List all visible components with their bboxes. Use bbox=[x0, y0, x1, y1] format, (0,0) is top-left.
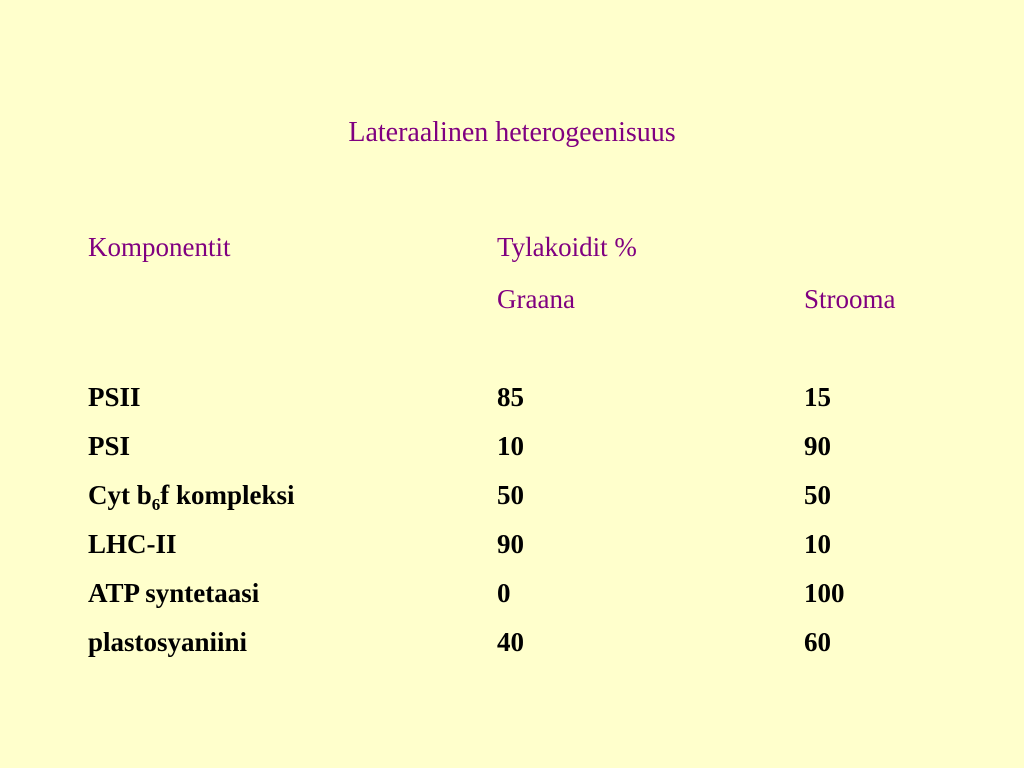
header-components: Komponentit bbox=[88, 232, 231, 262]
row-atp-name: ATP syntetaasi bbox=[88, 578, 260, 608]
row-psii-stroma: 15 bbox=[804, 382, 831, 412]
header-stroma: Strooma bbox=[804, 284, 896, 314]
row-cytb6f-grana: 50 bbox=[497, 480, 524, 510]
row-cytb6f-name-suffix: f kompleksi bbox=[160, 480, 295, 510]
row-psi-name: PSI bbox=[88, 431, 131, 461]
row-plastocyanin-stroma: 60 bbox=[804, 627, 831, 657]
row-atp-stroma: 100 bbox=[804, 578, 845, 608]
row-atp-grana: 0 bbox=[497, 578, 511, 608]
row-lhcii-name: LHC-II bbox=[88, 529, 177, 559]
row-plastocyanin-grana: 40 bbox=[497, 627, 524, 657]
row-cytb6f-stroma: 50 bbox=[804, 480, 831, 510]
row-psi-stroma: 90 bbox=[804, 431, 831, 461]
row-plastocyanin-name: plastosyaniini bbox=[88, 627, 248, 657]
row-psi-grana: 10 bbox=[497, 431, 524, 461]
slide-title: Lateraalinen heterogeenisuus bbox=[348, 117, 676, 148]
row-cytb6f-name-prefix: Cyt b bbox=[88, 480, 152, 510]
row-psii-name: PSII bbox=[88, 382, 141, 412]
row-cytb6f-name bbox=[88, 477, 295, 513]
row-lhcii-stroma: 10 bbox=[804, 529, 831, 559]
row-lhcii-grana: 90 bbox=[497, 529, 524, 559]
row-psii-grana: 85 bbox=[497, 382, 524, 412]
header-thylakoids: Tylakoidit % bbox=[497, 232, 637, 262]
row-cytb6f-name-subscript: 6 bbox=[151, 495, 161, 514]
header-grana: Graana bbox=[497, 284, 575, 314]
